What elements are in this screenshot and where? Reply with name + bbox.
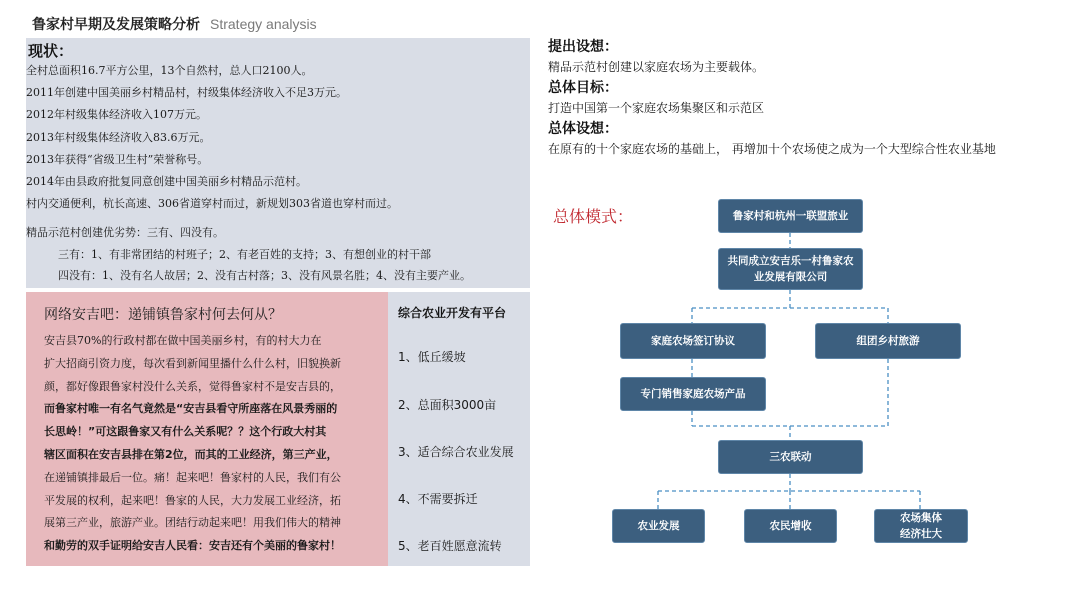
status-line: 2014年由县政府批复同意创建中国美丽乡村精品示范村。 bbox=[26, 174, 307, 188]
status-line: 2011年创建中国美丽乡村精品村，村级集体经济收入不足3万元。 bbox=[26, 86, 347, 100]
page-header bbox=[32, 14, 317, 36]
node-sannong bbox=[718, 440, 863, 474]
plan-heading: 总体设想： bbox=[548, 121, 618, 137]
node-collective-label-1: 农场集体 bbox=[900, 511, 942, 524]
article-title: 网络安吉吧：递铺镇鲁家村何去何从？ bbox=[44, 307, 282, 323]
node-alliance bbox=[718, 199, 863, 233]
status-line: 村内交通便利，杭长高速、306省道穿村而过，新规划303省道也穿村而过。 bbox=[26, 197, 398, 211]
article-line: 辖区面积在安吉县排在第2位，而其的工业经济，第三产业， bbox=[44, 447, 338, 461]
node-alliance-label: 鲁家村和杭州一联盟旅业 bbox=[732, 209, 849, 222]
article-line: 颜，都好像跟鲁家村没什么关系，觉得鲁家村不是安吉县的， bbox=[44, 379, 341, 393]
goal-text: 打造中国第一个家庭农场集聚区和示范区 bbox=[548, 101, 765, 115]
status-line: 全村总面积16.7平方公里，13个自然村，总人口2100人。 bbox=[26, 64, 313, 77]
status-list bbox=[26, 60, 526, 215]
node-collective-label-2: 经济壮大 bbox=[900, 528, 942, 540]
article-line: 和勤劳的双手证明给安吉人民看：安吉还有个美丽的鲁家村！ bbox=[44, 539, 341, 553]
article-line: 在递铺镇排最后一位。痛！起来吧！鲁家村的人民，我们有公 bbox=[44, 470, 341, 484]
node-sign-agreement bbox=[620, 323, 766, 359]
status-line: 2013年村级集体经济收入83.6万元。 bbox=[26, 130, 211, 144]
node-tour-label: 组团乡村旅游 bbox=[856, 334, 920, 347]
advantages-heading: 精品示范村创建优劣势：三有、四没有。 bbox=[26, 226, 224, 239]
node-collective-economy bbox=[874, 509, 968, 543]
article-line: 扩大招商引资力度，每次看到新闻里播什么什么村，旧貌换新 bbox=[44, 356, 341, 370]
article-line: 而鲁家村唯一有名气竟然是“安吉县看守所座落在风景秀丽的 bbox=[44, 402, 338, 416]
proposal-text: 精品示范村创建以家庭农场为主要载体。 bbox=[548, 60, 765, 74]
page-title: 鲁家村早期及发展策略分析 bbox=[32, 17, 200, 33]
node-agri-development bbox=[612, 509, 705, 543]
platform-item: 4、不需要拆迁 bbox=[398, 492, 478, 506]
node-company-label-2: 业发展有限公司 bbox=[753, 271, 828, 283]
platform-item: 5、老百姓愿意流转 bbox=[398, 539, 502, 553]
node-company-label-1: 共同成立安吉乐一村鲁家农 bbox=[727, 254, 854, 267]
status-heading: 现状： bbox=[28, 42, 74, 60]
status-line: 2013年获得“省级卫生村”荣誉称号。 bbox=[26, 152, 209, 166]
platform-item: 3、适合综合农业发展 bbox=[398, 445, 514, 459]
node-sell-products bbox=[620, 377, 766, 411]
platform-title: 综合农业开发有平台 bbox=[398, 306, 507, 320]
node-sell-label: 专门销售家庭农场产品 bbox=[640, 387, 746, 400]
model-title: 总体模式： bbox=[553, 207, 634, 226]
node-agri-label: 农业发展 bbox=[637, 519, 680, 532]
node-income-label: 农民增收 bbox=[769, 519, 812, 532]
page-subtitle: Strategy analysis bbox=[210, 16, 317, 32]
article-line: 长思岭！”可这跟鲁家又有什么关系呢？？这个行政大村其 bbox=[44, 425, 327, 439]
node-company bbox=[718, 248, 863, 290]
article-body bbox=[44, 330, 388, 558]
article-line: 平发展的权利，起来吧！鲁家的人民，大力发展工业经济，拓 bbox=[44, 493, 341, 507]
article-line: 安吉县70%的行政村都在做中国美丽乡村，有的村大力在 bbox=[44, 334, 322, 347]
four-not-line: 四没有：1、没有名人故居；2、没有古村落；3、没有风景名胜；4、没有主要产业。 bbox=[58, 269, 471, 282]
node-income-increase bbox=[744, 509, 837, 543]
platform-item: 1、低丘缓坡 bbox=[398, 350, 466, 364]
article-line: 展第三产业，旅游产业。团结行动起来吧！用我们伟大的精神 bbox=[44, 516, 341, 530]
status-line: 2012年村级集体经济收入107万元。 bbox=[26, 108, 207, 122]
goal-heading: 总体目标： bbox=[548, 80, 618, 96]
node-group-tour bbox=[815, 323, 961, 359]
platform-panel bbox=[388, 292, 530, 566]
node-sannong-label: 三农联动 bbox=[769, 450, 812, 463]
platform-item: 2、总面积3000亩 bbox=[398, 398, 497, 412]
three-have-line: 三有：1、有非常团结的村班子；2、有老百姓的支持；3、有想创业的村干部 bbox=[58, 248, 431, 261]
plan-text: 在原有的十个家庭农场的基础上， 再增加十个农场使之成为一个大型综合性农业基地 bbox=[548, 142, 996, 156]
node-sign-label: 家庭农场签订协议 bbox=[651, 334, 735, 347]
proposal-heading: 提出设想： bbox=[548, 39, 618, 55]
